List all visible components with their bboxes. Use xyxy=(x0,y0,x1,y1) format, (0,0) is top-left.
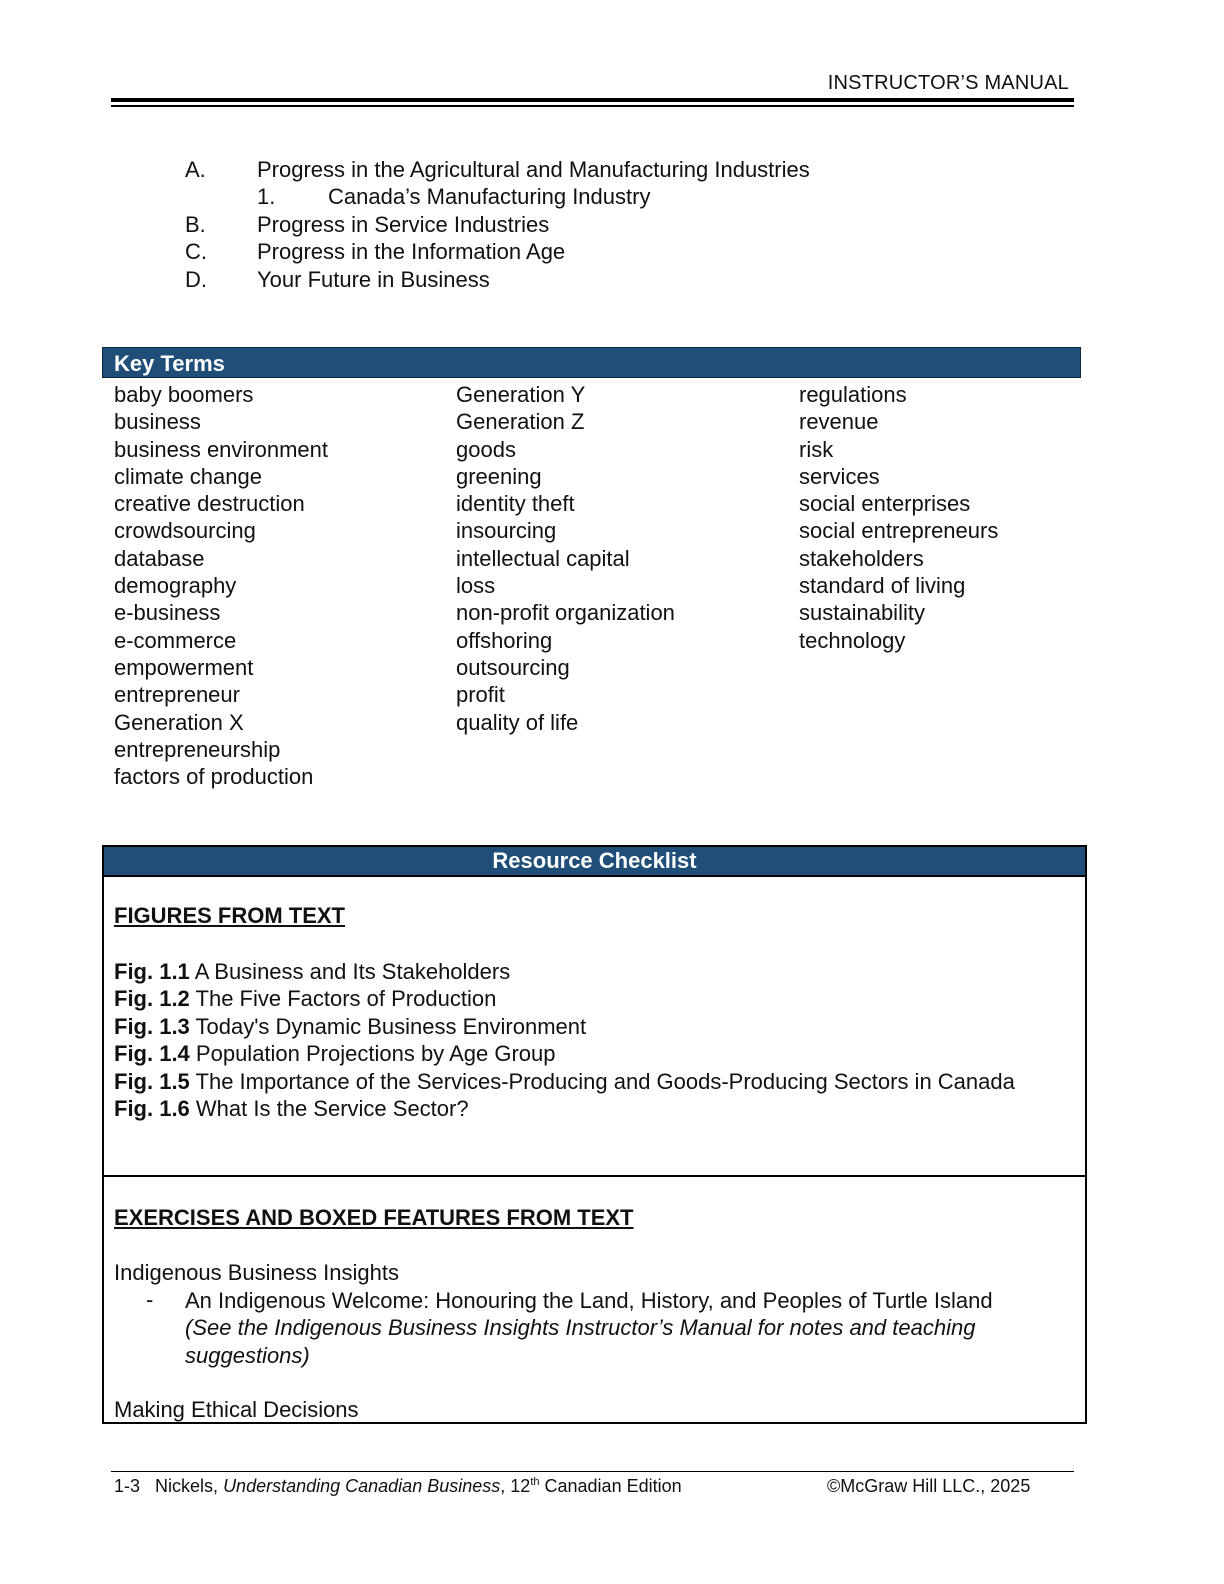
key-term: database xyxy=(114,545,205,571)
key-term: entrepreneur xyxy=(114,682,240,708)
feature-item-note: (See the Indigenous Business Insights Instructor’s Manual for notes and teaching suggestions) xyxy=(185,1315,976,1368)
key-term: insourcing xyxy=(456,518,557,544)
feature-title: Making Ethical Decisions xyxy=(114,1397,359,1422)
footer-book-title: Understanding Canadian Business xyxy=(223,1476,501,1496)
figure-item xyxy=(114,1095,1054,1122)
key-term: loss xyxy=(456,573,496,599)
key-term: empowerment xyxy=(114,654,254,680)
figure-title: The Importance of the Services-Producing and Goods-Producing Sectors in Canada xyxy=(195,1068,1015,1094)
key-terms-column-2 xyxy=(456,381,675,736)
footer-edition-number: 12 xyxy=(510,1476,531,1496)
figures-list xyxy=(114,958,1054,1122)
figure-item xyxy=(114,1040,1054,1067)
outline-text: Progress in the Agricultural and Manufacturing Industries xyxy=(257,157,810,182)
figure-item xyxy=(114,958,1054,985)
figure-number: Fig. 1.6 xyxy=(114,1096,190,1122)
figure-title: A Business and Its Stakeholders xyxy=(194,959,511,984)
figure-item xyxy=(114,985,1054,1012)
outline-text: Progress in the Information Age xyxy=(257,239,566,265)
key-term: quality of life xyxy=(456,709,579,735)
key-term: Generation Z xyxy=(456,409,585,435)
resource-checklist-heading: Resource Checklist xyxy=(104,847,1085,877)
key-term: Generation Y xyxy=(456,382,586,407)
key-term: factors of production xyxy=(114,764,314,790)
key-term: revenue xyxy=(799,409,879,435)
figure-item xyxy=(114,1068,1054,1095)
figure-title: The Five Factors of Production xyxy=(195,986,497,1012)
key-term: standard of living xyxy=(799,573,966,599)
key-term: Generation X xyxy=(114,709,244,735)
key-term: identity theft xyxy=(456,491,575,517)
key-term: climate change xyxy=(114,463,262,489)
outline-text: Progress in Service Industries xyxy=(257,211,550,237)
key-term: e-business xyxy=(114,600,221,626)
figure-number: Fig. 1.4 xyxy=(114,1041,190,1067)
key-term: services xyxy=(799,463,880,489)
figures-heading: FIGURES FROM TEXT xyxy=(114,903,345,928)
key-term: risk xyxy=(799,436,834,462)
key-term: stakeholders xyxy=(799,545,924,571)
key-term: intellectual capital xyxy=(456,545,630,571)
footer-edition-text: Canadian Edition xyxy=(544,1476,682,1496)
key-term: business xyxy=(114,409,201,435)
header-rule-thick xyxy=(111,98,1074,102)
key-term: non-profit organization xyxy=(456,600,675,626)
header-rule-thin xyxy=(111,105,1074,107)
key-term: offshoring xyxy=(456,627,553,653)
figure-number: Fig. 1.3 xyxy=(114,1013,190,1039)
outline-label: A. xyxy=(185,157,206,182)
feature-item-title: An Indigenous Welcome: Honouring the Land, History, and Peoples of Turtle Island xyxy=(185,1288,993,1313)
outline-text: Canada’s Manufacturing Industry xyxy=(328,184,651,210)
key-term: profit xyxy=(456,682,505,708)
key-term: baby boomers xyxy=(114,382,254,407)
key-term: demography xyxy=(114,573,237,599)
key-term: sustainability xyxy=(799,600,925,626)
key-term: social enterprises xyxy=(799,491,971,517)
figure-title: Population Projections by Age Group xyxy=(195,1041,556,1067)
key-term: technology xyxy=(799,627,906,653)
key-term: regulations xyxy=(799,382,907,407)
outline-label: B. xyxy=(185,211,206,237)
figure-title: What Is the Service Sector? xyxy=(195,1096,469,1122)
figure-number: Fig. 1.5 xyxy=(114,1068,190,1094)
key-term: creative destruction xyxy=(114,491,305,517)
footer-edition-suffix: th xyxy=(530,1476,540,1488)
page-number: 1-3 xyxy=(114,1476,141,1496)
footer-citation xyxy=(114,1474,682,1498)
footer-rule xyxy=(111,1471,1074,1472)
key-terms-column-3 xyxy=(799,381,998,654)
key-term: crowdsourcing xyxy=(114,518,256,544)
dash-bullet: - xyxy=(146,1287,154,1312)
feature-item-body xyxy=(185,1287,1085,1369)
outline-label: C. xyxy=(185,239,207,265)
footer-comma: , xyxy=(500,1476,506,1496)
key-term: e-commerce xyxy=(114,627,237,653)
exercises-heading: EXERCISES AND BOXED FEATURES FROM TEXT xyxy=(114,1205,634,1230)
key-term: greening xyxy=(456,463,542,489)
key-term: business environment xyxy=(114,436,329,462)
outline-label: 1. xyxy=(257,184,276,210)
figure-number: Fig. 1.2 xyxy=(114,986,190,1012)
key-term: goods xyxy=(456,436,516,462)
running-header-title: INSTRUCTOR’S MANUAL xyxy=(827,72,1069,94)
checklist-divider xyxy=(104,1175,1085,1177)
outline-text: Your Future in Business xyxy=(257,266,490,292)
key-term: entrepreneurship xyxy=(114,736,281,762)
key-terms-column-1 xyxy=(114,381,328,790)
outline-label: D. xyxy=(185,266,207,292)
key-terms-heading: Key Terms xyxy=(102,347,1081,378)
footer-author: Nickels, xyxy=(155,1476,219,1496)
key-term: outsourcing xyxy=(456,654,570,680)
figure-number: Fig. 1.1 xyxy=(114,959,190,984)
figure-item xyxy=(114,1013,1054,1040)
figure-title: Today's Dynamic Business Environment xyxy=(195,1013,587,1039)
footer-copyright: ©McGraw Hill LLC., 2025 xyxy=(827,1476,1031,1496)
feature-title: Indigenous Business Insights xyxy=(114,1260,399,1285)
key-term: social entrepreneurs xyxy=(799,518,999,544)
